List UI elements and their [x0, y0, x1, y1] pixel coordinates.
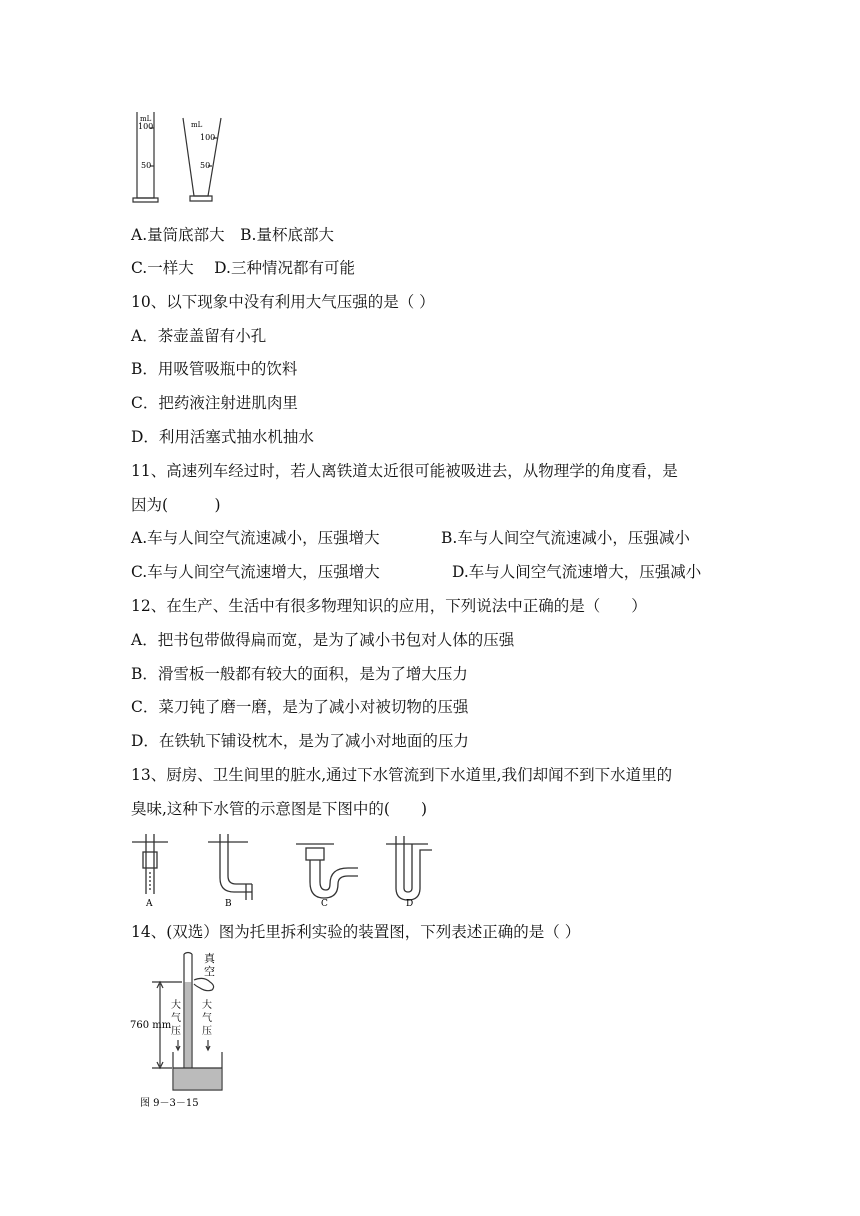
q14-stem: 14、(双选）图为托里拆利实验的装置图，下列表述正确的是（ ）	[131, 923, 581, 941]
figure-caption: 图 9－3－15	[140, 1098, 199, 1109]
q9-option-ab: A.量筒底部大 B.量杯底部大	[131, 226, 334, 244]
q13-stem-line2: 臭味,这种下水管的示意图是下图中的( )	[131, 800, 428, 818]
vacuum-label-2: 空	[204, 965, 215, 978]
cylinder-cup-figure	[128, 108, 238, 208]
vacuum-label-1: 真	[204, 952, 215, 965]
pipe-label-c: C	[321, 899, 328, 908]
q12-option-c: C．菜刀钝了磨一磨，是为了减小对被切物的压强	[131, 698, 469, 716]
drain-pipes-figure	[128, 832, 438, 908]
q10-option-b: B．用吸管吸瓶中的饮料	[131, 360, 298, 378]
atm-right-2: 气	[202, 1013, 212, 1024]
measuring-cup	[183, 118, 221, 201]
q12-option-b: B．滑雪板一般都有较大的面积，是为了增大压力	[131, 665, 468, 683]
cup-50-label: 50	[200, 161, 211, 170]
q12-option-d: D．在铁轨下铺设枕木，是为了减小对地面的压力	[131, 732, 469, 750]
cup-ml-label: mL	[191, 121, 203, 129]
pipe-d-u-trap	[386, 836, 432, 900]
cylinder-50-label: 50	[141, 161, 152, 170]
q10-stem: 10、以下现象中没有利用大气压强的是（ ）	[131, 293, 435, 311]
torricelli-figure	[128, 950, 238, 1112]
mercury-column	[185, 982, 192, 1076]
q12-option-a: A．把书包带做得扁而宽，是为了减小书包对人体的压强	[131, 631, 515, 649]
pipe-label-d: D	[406, 899, 414, 908]
q11-stem-line2: 因为( )	[131, 496, 221, 514]
atm-right-3: 压	[202, 1026, 212, 1037]
q12-stem: 12、在生产、生活中有很多物理知识的应用，下列说法中正确的是（ ）	[131, 597, 647, 615]
cup-100-label: 100	[200, 133, 216, 142]
atm-left-1: 大	[171, 1000, 181, 1011]
q13-stem-line1: 13、厨房、卫生间里的脏水,通过下水管流到下水道里,我们却闻不到下水道里的	[131, 766, 673, 784]
pipe-label-b: B	[225, 899, 232, 908]
q11-option-c: C.车与人间空气流速增大，压强增大	[131, 563, 380, 581]
atm-right-1: 大	[202, 1000, 212, 1011]
q10-option-a: A．茶壶盖留有小孔	[131, 327, 267, 345]
q9-option-cd: C.一样大 D.三种情况都有可能	[131, 259, 355, 277]
q10-option-c: C．把药液注射进肌肉里	[131, 394, 298, 412]
pipe-b-elbow	[208, 834, 252, 900]
pipe-c-s-trap	[296, 844, 358, 898]
cylinder-ml-label: mL	[140, 115, 152, 123]
hand-icon	[194, 978, 214, 990]
q11-option-d: D.车与人间空气流速增大，压强减小	[452, 563, 702, 581]
atm-left-2: 气	[171, 1013, 181, 1024]
q10-option-d: D．利用活塞式抽水机抽水	[131, 428, 314, 446]
q11-option-a: A.车与人间空气流速减小，压强增大	[131, 529, 380, 547]
pipe-a-straight	[132, 834, 168, 894]
q11-stem-line1: 11、高速列车经过时，若人离铁道太近很可能被吸进去，从物理学的角度看，是	[131, 462, 678, 480]
height-label: 760 mm	[130, 1020, 172, 1031]
cylinder-100-label: 100	[138, 122, 154, 131]
pipe-label-a: A	[146, 899, 153, 908]
q11-option-b: B.车与人间空气流速减小，压强减小	[441, 529, 690, 547]
atm-left-3: 压	[171, 1026, 181, 1037]
